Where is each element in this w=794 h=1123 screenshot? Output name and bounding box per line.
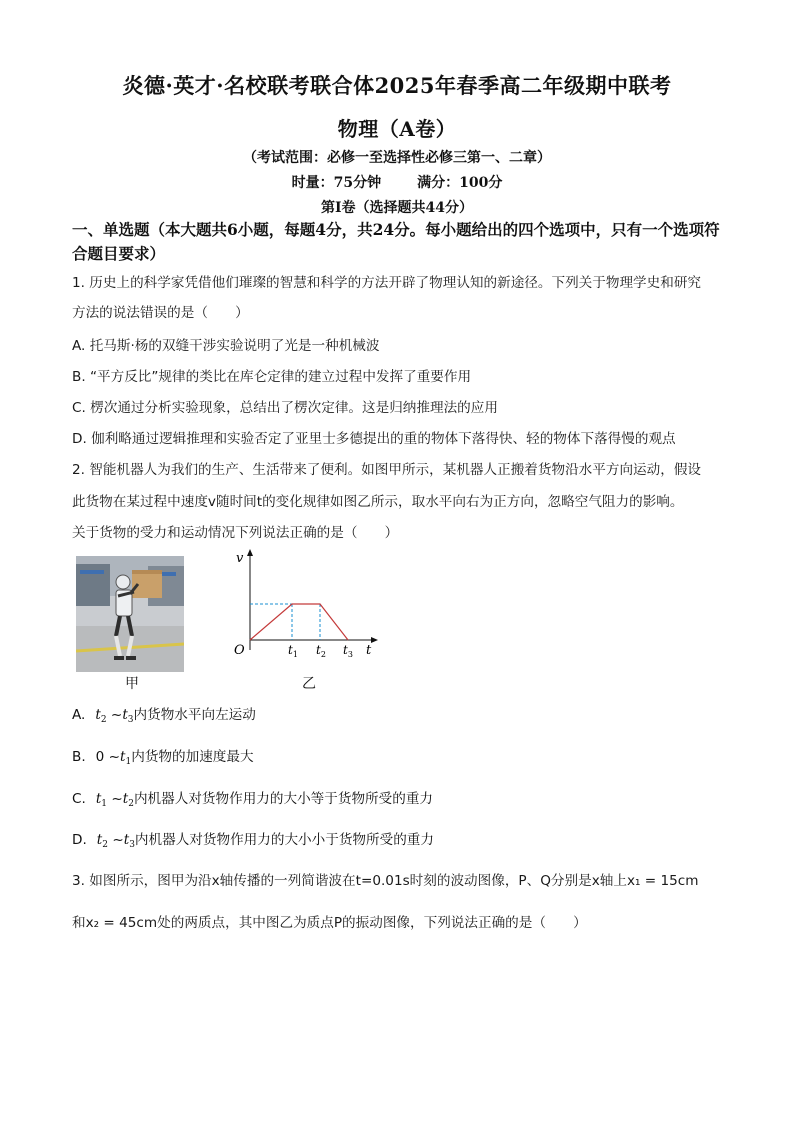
- exam-time: 时量：75分钟: [291, 175, 382, 191]
- velocity-curve: [250, 604, 348, 640]
- question-2-stem-line1: 2. 智能机器人为我们的生产、生活带来了便利。如图甲所示，某机器人正搬着货物沿水平方向运动，假设: [72, 462, 702, 478]
- question-1-option-c: C. 楞次通过分析实验现象，总结出了楞次定律。这是归纳推理法的应用: [72, 400, 498, 416]
- question-3-stem-line1: 3. 如图所示，图甲为沿x轴传播的一列简谐波在t=0.01s时刻的波动图像，P、Q分别是x轴上x₁ = 15cm: [72, 873, 699, 889]
- t3-label: $t_3$: [343, 643, 353, 659]
- figure-jia-label: 甲: [125, 676, 139, 692]
- exam-scope: （考试范围：必修一至选择性必修三第一、二章）: [243, 150, 551, 166]
- exam-subtitle: 物理（A卷）: [337, 117, 457, 141]
- t-axis-label: t: [366, 643, 372, 658]
- question-1-stem-line2: 方法的说法错误的是（ ）: [72, 305, 249, 321]
- question-2-stem-line3: 关于货物的受力和运动情况下列说法正确的是（ ）: [72, 525, 399, 541]
- origin-label: O: [234, 643, 245, 658]
- question-3-stem-line2: 和x₂ = 45cm处的两质点，其中图乙为质点P的振动图像，下列说法正确的是（ ）: [72, 915, 587, 931]
- robot-photo: [76, 556, 184, 672]
- question-2-option-c: C. $t_1$ $\sim t_2$内机器人对货物作用力的大小等于货物所受的重力: [72, 791, 434, 809]
- question-2-option-d: D. $t_2$ $\sim t_3$内机器人对货物作用力的大小小于货物所受的重力: [72, 832, 434, 850]
- figure-yi-label: 乙: [302, 676, 316, 692]
- section-heading: 一、单选题（本大题共6小题，每题4分，共24分。每小题给出的四个选项中，只有一个选项符合题目要求）: [72, 220, 720, 263]
- t2-label: $t_2$: [316, 643, 326, 659]
- v-axis-arrow: [247, 549, 253, 556]
- t1-label: $t_1$: [288, 643, 298, 659]
- exam-title: 炎德·英才·名校联考联合体2025年春季高二年级期中联考: [122, 73, 672, 98]
- question-1-option-a: A. 托马斯·杨的双缝干涉实验说明了光是一种机械波: [72, 338, 380, 354]
- question-1-option-d: D. 伽利略通过逻辑推理和实验否定了亚里士多德提出的重的物体下落得快、轻的物体下落得慢的观点: [72, 431, 676, 447]
- question-1-stem-line1: 1. 历史上的科学家凭借他们璀璨的智慧和科学的方法开辟了物理认知的新途径。下列关于物理学史和研究: [72, 275, 702, 291]
- volume-heading: 第Ⅰ卷（选择题共44分）: [320, 200, 474, 216]
- exam-score: 满分：100分: [417, 175, 503, 191]
- question-2-option-a: A. $t_2$ $\sim t_3$内货物水平向左运动: [72, 707, 256, 725]
- v-axis-label: v: [236, 551, 244, 566]
- t-axis-arrow: [371, 637, 378, 643]
- question-2-stem-line2: 此货物在某过程中速度v随时间t的变化规律如图乙所示，取水平向右为正方向，忽略空气阻力的影响。: [72, 494, 684, 510]
- question-1-option-b: B. “平方反比”规律的类比在库仑定律的建立过程中发挥了重要作用: [72, 369, 472, 385]
- question-2-option-b: B. 0 $\sim t_1$内货物的加速度最大: [72, 749, 254, 767]
- velocity-time-graph: [226, 548, 382, 660]
- exam-time-score: [0, 172, 794, 192]
